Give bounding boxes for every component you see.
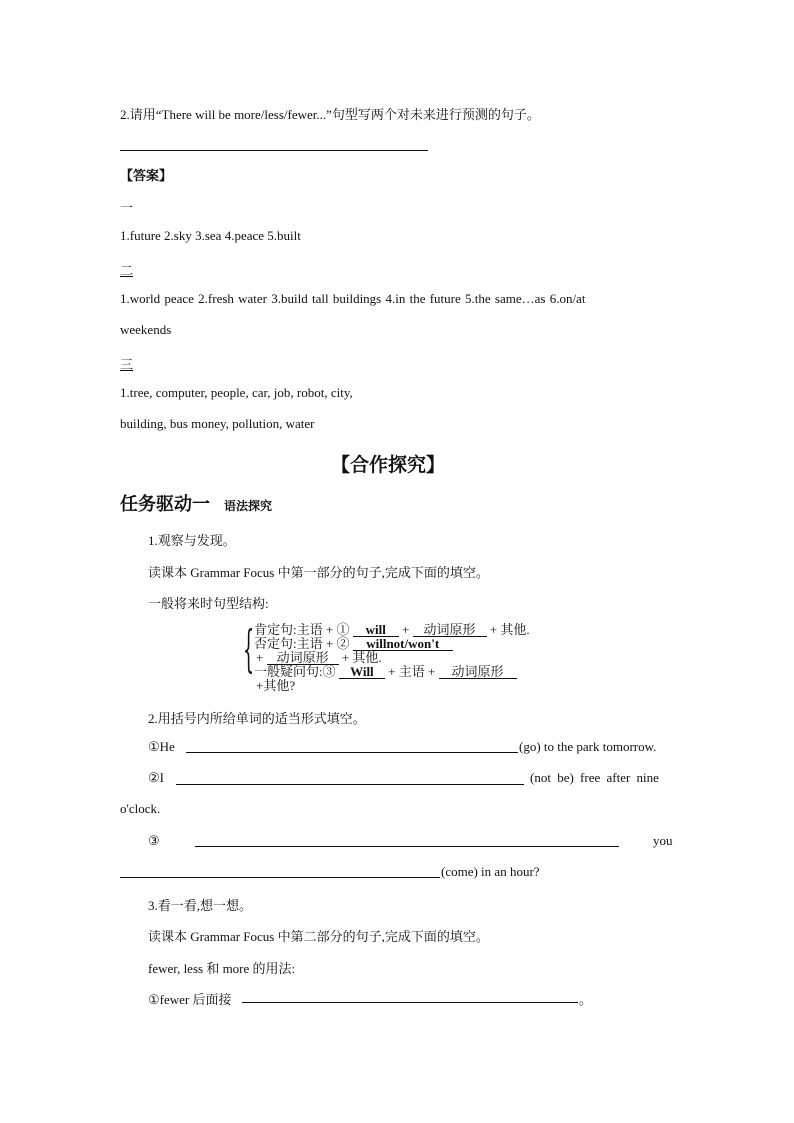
neg-prefix: 否定句:主语 + ② <box>254 636 350 651</box>
neg-suffix: + 其他. <box>341 650 382 665</box>
g3-item1-blank[interactable] <box>242 1002 578 1003</box>
g2-title: 2.用括号内所给单词的适当形式填空。 <box>148 711 366 726</box>
g3-instruction: 读课本 Grammar Focus 中第二部分的句子,完成下面的填空。 <box>148 929 489 944</box>
g2-item3-word: you <box>653 833 673 848</box>
neg-blank-2[interactable]: 动词原形 <box>267 651 339 665</box>
g3-usage: fewer, less 和 more 的用法: <box>148 961 296 976</box>
g2-item3-hint: (come) in an hour? <box>441 864 540 879</box>
aff-suffix: + 其他. <box>489 622 530 637</box>
answer-heading: 【答案】 <box>120 168 173 183</box>
q-prefix: 一般疑问句:③ <box>254 664 336 679</box>
g2-item1-num: ①He <box>148 739 175 754</box>
task-title: 任务驱动一 <box>120 494 210 515</box>
g2-item1-hint: (go) to the park tomorrow. <box>519 739 657 754</box>
task-subtitle: 语法探究 <box>224 499 273 513</box>
neg-plus: + <box>256 650 264 665</box>
g2-item3-blank-1[interactable] <box>195 846 619 847</box>
answer-line-3-cont: building, bus money, pollution, water <box>120 416 315 431</box>
q2-prompt: 2.请用“There will be more/less/fewer...”句型写两个对未来进行预测的句子。 <box>120 107 540 122</box>
aff-blank-1[interactable]: will <box>353 623 399 637</box>
g3-title: 3.看一看,想一想。 <box>148 898 253 913</box>
g1-title: 1.观察与发现。 <box>148 533 236 548</box>
section-label-1: 一 <box>120 200 134 215</box>
g3-item1-end: 。 <box>579 992 593 1007</box>
aff-prefix: 肯定句:主语 + ① <box>254 622 350 637</box>
g2-item2-cont: o'clock. <box>120 801 161 816</box>
g2-item3-blank-2[interactable] <box>120 877 440 878</box>
g2-item3-num: ③ <box>148 833 160 848</box>
g2-item2-num: ②I <box>148 770 164 785</box>
section-title: 【合作探究】 <box>331 454 446 476</box>
section-label-3: 三 <box>120 357 134 372</box>
answer-line[interactable] <box>120 150 428 151</box>
g2-item2-blank[interactable] <box>176 784 524 785</box>
aff-blank-2[interactable]: 动词原形 <box>413 623 487 637</box>
aff-plus: + <box>401 622 410 637</box>
g3-item1-text: ①fewer 后面接 <box>148 992 232 1007</box>
q-suffix: +其他? <box>256 678 296 693</box>
g2-item2-hint: (not be) free after nine <box>530 770 659 785</box>
answer-line-2: 1.world peace 2.fresh water 3.build tall buildings 4.in the future 5.the same…as 6.on/at <box>120 291 586 306</box>
q-mid: + 主语 + <box>388 664 436 679</box>
neg-blank-1[interactable]: willnot/won't <box>353 637 453 651</box>
answer-line-3: 1.tree, computer, people, car, job, robot, city, <box>120 385 353 400</box>
g1-structure-label: 一般将来时句型结构: <box>148 596 269 611</box>
q-blank-1[interactable]: Will <box>339 665 385 679</box>
section-label-2: 二 <box>120 263 134 278</box>
answer-line-1: 1.future 2.sky 3.sea 4.peace 5.built <box>120 228 301 243</box>
g1-instruction: 读课本 Grammar Focus 中第一部分的句子,完成下面的填空。 <box>148 565 489 580</box>
curly-brace: { <box>243 620 255 678</box>
g2-item1-blank[interactable] <box>186 752 518 753</box>
answer-line-2-cont: weekends <box>120 322 172 337</box>
q-blank-2[interactable]: 动词原形 <box>439 665 517 679</box>
